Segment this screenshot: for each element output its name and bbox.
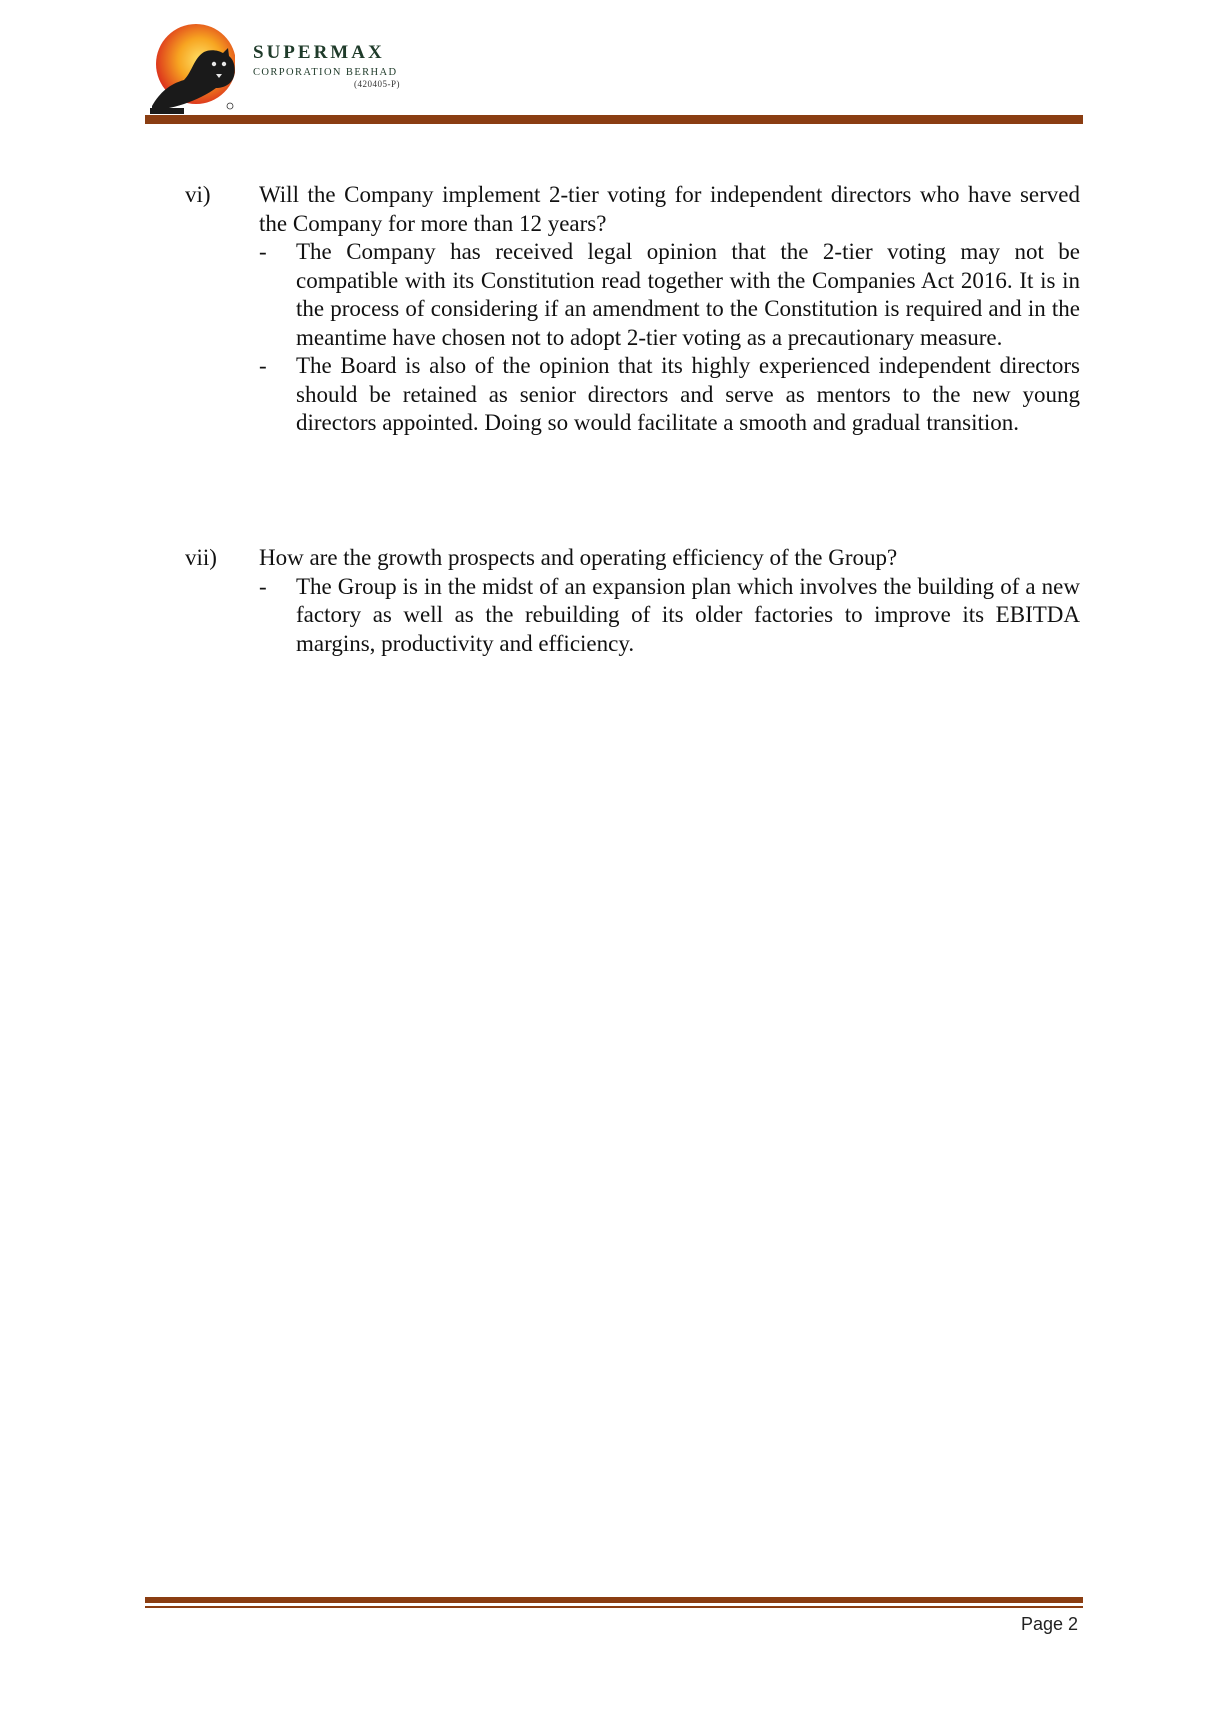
dash-bullet-icon: -: [259, 353, 267, 378]
answer-list: [259, 238, 1080, 438]
footer-rule-thin: [145, 1606, 1083, 1608]
answer-bullet: [259, 238, 1080, 352]
question-text: Will the Company implement 2-tier voting for independent directors who have served the Company for more than 12 years?: [259, 182, 1080, 236]
footer-rule: [145, 1597, 1083, 1603]
item-number: vi): [185, 182, 211, 207]
header-rule: [145, 115, 1083, 124]
dash-bullet-icon: -: [259, 239, 267, 264]
company-subtitle: CORPORATION BERHAD: [253, 67, 398, 78]
answer-list: [259, 573, 1080, 659]
dash-bullet-icon: -: [259, 573, 267, 599]
answer-bullet: [259, 352, 1080, 438]
company-registration: (420405-P): [354, 79, 400, 89]
answer-text: The Company has received legal opinion that the 2-tier voting may not be compatible with its Constitution read together with the Companies Act 2016. It is in the process of considering if an amendment to the Constitution is required and in the meantime have chosen not to adopt 2-tier voting as a precautionary measure.: [296, 239, 1080, 350]
company-name: SUPERMAX: [253, 42, 385, 63]
answer-text: The Group is in the midst of an expansion plan which involves the building of a new factory as well as the rebuilding of its older factories to improve its EBITDA margins, productivity and efficiency.: [296, 573, 1080, 656]
page-number: Page 2: [1020, 1614, 1078, 1634]
company-logo: [150, 22, 425, 114]
answer-text: The Board is also of the opinion that its highly experienced independent directors should be retained as senior directors and serve as mentors to the new young directors appointed. Doing so would facilitate a smooth and gradual transition.: [296, 353, 1080, 435]
item-number: vii): [185, 545, 217, 570]
question-text: How are the growth prospects and operating efficiency of the Group?: [259, 545, 898, 570]
answer-bullet: [259, 573, 1080, 659]
panther-sun-logo-icon: [150, 22, 235, 114]
